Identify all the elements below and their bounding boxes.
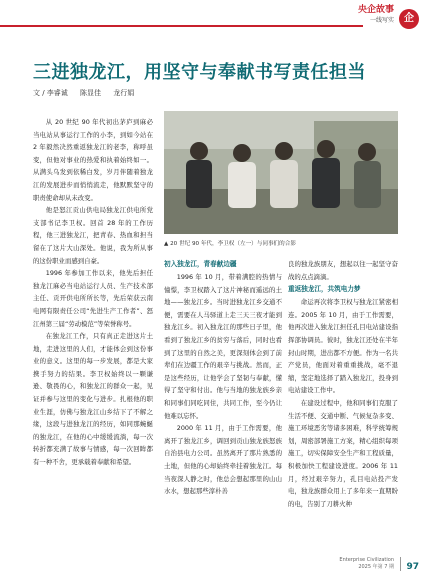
article-title: 三进独龙江，用坚守与奉献书写责任担当 — [33, 62, 366, 83]
magazine-issue: 2025 年第 7 期 — [358, 564, 394, 570]
photo-caption: ▲ 20 世纪 90 年代，李卫权（左一）与同事们的合影 — [164, 241, 296, 247]
section-tag — [350, 4, 394, 36]
paragraph: 从 20 世纪 90 年代初出茅庐到麻必当电站从事运行工作的小李，到如今站在 2 年毅然决然重返独龙江的老李，称呼虽变，但他对事业的热爱和执着始终如一。从满头乌发到依稀白发，岁月伴随着独龙江的发展进步而悄悄流走，他默默坚守的职责使命却从未改变。 — [33, 118, 153, 202]
paragraph: 他是怒江贡山供电局独龙江供电所党支部书记李卫权。回首 28 年的工作历程，他三进独龙江，把青春、热血和担当留在了这片大山深处。他说，我为所从事的这份职业而感到自豪。 — [33, 206, 153, 265]
paragraph: 1996 年参加工作以来，他先后担任独龙江麻必当电站运行人员、生产技术部主任、贡开供电所所长等，先后荣获云南电网有限责任公司“先进生产工作者”、怒江州第三届“劳动模范”等荣誉称号。 — [33, 269, 153, 328]
section-sub-label: 一线写实 — [369, 17, 394, 24]
historical-photo — [164, 111, 398, 234]
magazine-name: Enterprise Civilization — [339, 557, 394, 563]
column-3 — [288, 258, 398, 510]
paragraph: 良的独龙族朋友，想起以往一起坚守奋战的点点滴滴。 — [288, 260, 398, 281]
column-1 — [33, 116, 153, 469]
footer-divider — [400, 557, 401, 571]
author-1: 文 / 李睿诚 — [33, 89, 68, 97]
paragraph: 1996 年 10 月，带着满腔的热情与憧憬，李卫权踏入了这片神秘而遥远的土地——独龙江乡。当时进独龙江乡交通不便，需要在人马驿道上走三天三夜才能到独龙江乡。初入独龙江的那些日子里，他看到了独龙江乡的贫穷与落后，同时也看到了这里的自然之美，更深刻体会到了前辈们在边疆工作的艰辛与挑战。然而，正是这些经历，让他学会了坚韧与奉献，懂得了坚守和付出。他与当地的独龙族乡亲和同事们同吃同住，共同工作，至今仍让他难以忘怀。 — [164, 273, 282, 420]
photo-illustration — [164, 111, 398, 234]
header-rule — [0, 25, 363, 27]
section-logo-icon: 企 — [399, 9, 419, 29]
section-main-label: 央企故事 — [357, 5, 394, 15]
column-2 — [164, 258, 282, 498]
paragraph: 在独龙江工作，只有真正走进这片土地，走进这里的人们，才能体会到这份事业的意义。这里的每一步发展，都是大家携手努力的结果。李卫权始终以一颗谦逊、敬畏的心，和独龙江的群众一起，见证并参与这里的变化与进步。扎根他的职业生涯，仿佛与独龙江山乡结下了不解之缘，这段与进独龙江的经历，如同那蜿蜒的独龙江，在他的心中缓缓流淌，每一次转折都充满了故事与情感，每一次回眸都有一种不舍，更承载着奉献和希望。 — [33, 332, 153, 467]
section-heading: 重返独龙江，共筑电力梦 — [288, 285, 361, 294]
section-heading: 初入独龙江，青春献边疆 — [164, 260, 237, 268]
author-3: 龙行娟 — [113, 89, 135, 97]
authors-line — [33, 88, 144, 98]
footer-magazine — [339, 557, 394, 571]
paragraph: 2000 年 11 月，由于工作需要，他离开了独龙江乡，调回到贡山独龙族怒族自治县电力公司。虽然离开了那片熟悉的土地，但他的心却始终牵挂着独龙江。每当夜深人静之时，他总会想起那里的山山水水，想起那些淳朴善 — [164, 424, 282, 496]
page-number: 97 — [406, 562, 419, 572]
paragraph: 命运再次将李卫权与独龙江紧密相连。2005 年 10 月，由于工作需要，他再次进入独龙江担任孔目电站建设指挥部协调员。彼时，独龙江还处在半年封山时期，进出都不方便。作为一名共产党员，他面对着重重挑战，毫不退缩，坚定地选择了踏入独龙江，投身到电站建设工作中。 — [288, 298, 398, 395]
paragraph: 在建设过程中，他和同事们克服了生活不便、交通中断、气候复杂多变、施工环境恶劣等诸多困难，科学统筹规划，周密部署施工方案，精心组织每项施工，切实保障安全生产和工程质量，积极加快工程建设进度。2006 年 11 月，经过艰辛努力，孔目电站投产发电，独龙族群众用上了多年来一直期盼的电，告别了刀耕火种 — [288, 398, 398, 508]
author-2: 陈显佳 — [80, 89, 102, 97]
